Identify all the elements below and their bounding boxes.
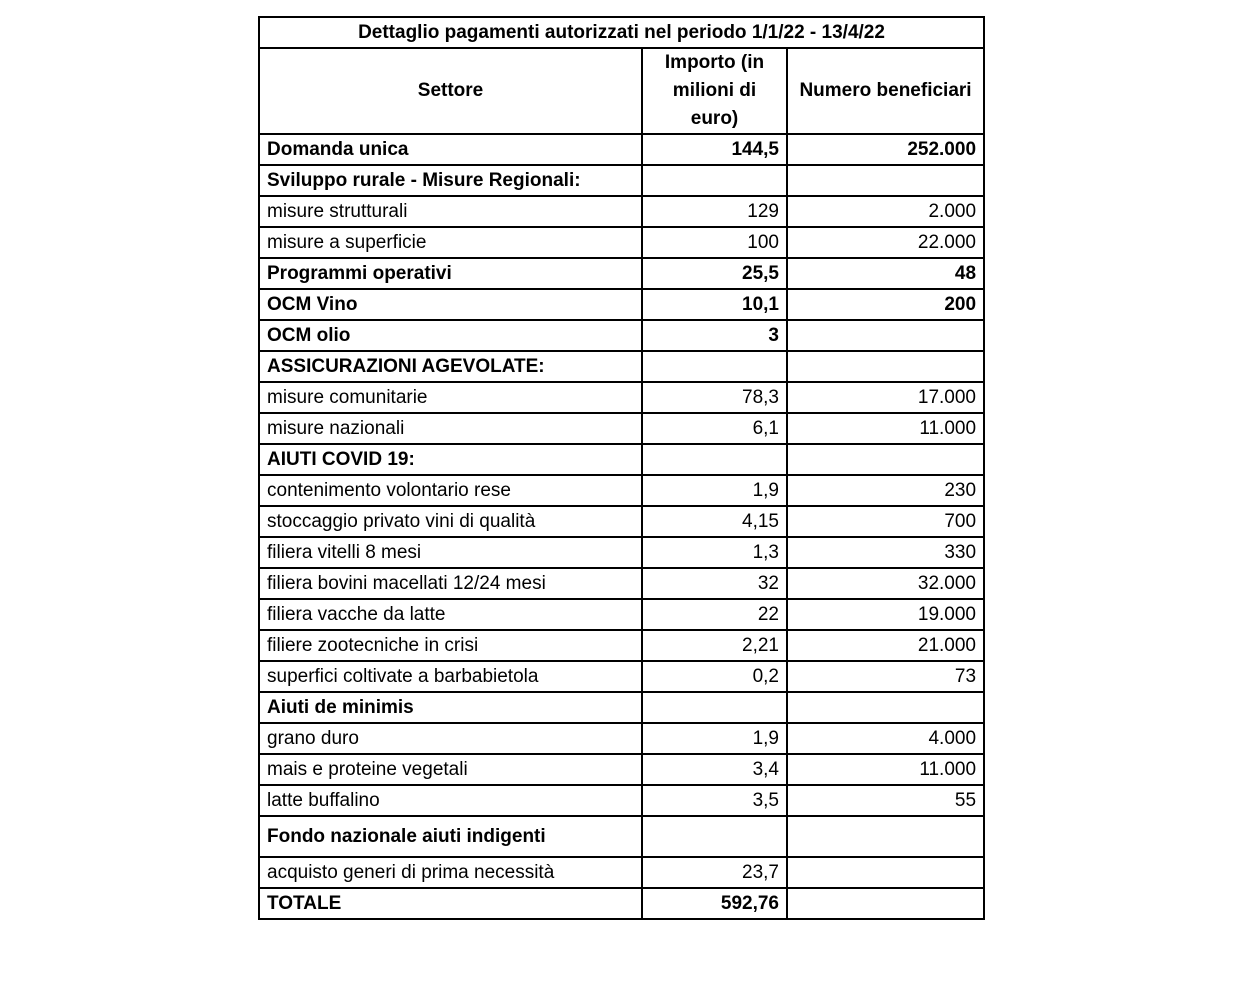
cell-amount: 78,3	[642, 382, 787, 413]
cell-amount: 2,21	[642, 630, 787, 661]
cell-amount: 129	[642, 196, 787, 227]
table-row	[259, 506, 984, 537]
cell-sector: filiere zootecniche in crisi	[259, 630, 642, 661]
cell-amount	[642, 816, 787, 857]
cell-amount: 3,5	[642, 785, 787, 816]
table-row	[259, 134, 984, 165]
cell-amount: 25,5	[642, 258, 787, 289]
cell-sector: OCM Vino	[259, 289, 642, 320]
cell-beneficiaries: 252.000	[787, 134, 984, 165]
cell-beneficiaries	[787, 692, 984, 723]
table-row	[259, 351, 984, 382]
cell-beneficiaries: 17.000	[787, 382, 984, 413]
table-row	[259, 227, 984, 258]
table-row	[259, 165, 984, 196]
table-row	[259, 816, 984, 857]
cell-beneficiaries	[787, 888, 984, 919]
cell-amount: 1,9	[642, 475, 787, 506]
cell-sector: acquisto generi di prima necessità	[259, 857, 642, 888]
cell-beneficiaries: 19.000	[787, 599, 984, 630]
cell-beneficiaries: 700	[787, 506, 984, 537]
cell-sector: ASSICURAZIONI AGEVOLATE:	[259, 351, 642, 382]
cell-beneficiaries	[787, 351, 984, 382]
cell-amount: 4,15	[642, 506, 787, 537]
cell-beneficiaries: 2.000	[787, 196, 984, 227]
cell-sector: stoccaggio privato vini di qualità	[259, 506, 642, 537]
cell-sector: misure strutturali	[259, 196, 642, 227]
cell-beneficiaries: 200	[787, 289, 984, 320]
table-row	[259, 692, 984, 723]
cell-sector: Domanda unica	[259, 134, 642, 165]
cell-beneficiaries: 230	[787, 475, 984, 506]
table-row	[259, 785, 984, 816]
cell-amount: 100	[642, 227, 787, 258]
cell-amount: 1,9	[642, 723, 787, 754]
table-row	[259, 754, 984, 785]
cell-amount	[642, 692, 787, 723]
cell-beneficiaries: 55	[787, 785, 984, 816]
table-row	[259, 382, 984, 413]
cell-sector: filiera vacche da latte	[259, 599, 642, 630]
cell-beneficiaries	[787, 816, 984, 857]
table-row	[259, 599, 984, 630]
cell-beneficiaries	[787, 165, 984, 196]
cell-beneficiaries: 11.000	[787, 754, 984, 785]
cell-sector: contenimento volontario rese	[259, 475, 642, 506]
cell-amount: 144,5	[642, 134, 787, 165]
cell-sector: filiera bovini macellati 12/24 mesi	[259, 568, 642, 599]
cell-amount: 23,7	[642, 857, 787, 888]
cell-sector: TOTALE	[259, 888, 642, 919]
cell-amount: 22	[642, 599, 787, 630]
cell-amount: 592,76	[642, 888, 787, 919]
cell-sector: misure comunitarie	[259, 382, 642, 413]
table-row	[259, 537, 984, 568]
cell-sector: latte buffalino	[259, 785, 642, 816]
cell-amount	[642, 165, 787, 196]
table-row	[259, 630, 984, 661]
cell-beneficiaries	[787, 857, 984, 888]
cell-amount	[642, 351, 787, 382]
header-sector: Settore	[259, 48, 642, 134]
cell-beneficiaries: 48	[787, 258, 984, 289]
cell-sector: Aiuti de minimis	[259, 692, 642, 723]
cell-amount: 3	[642, 320, 787, 351]
table-row	[259, 475, 984, 506]
header-beneficiaries: Numero beneficiari	[787, 48, 984, 134]
table-body	[259, 134, 984, 919]
cell-amount: 1,3	[642, 537, 787, 568]
cell-sector: Programmi operativi	[259, 258, 642, 289]
cell-sector: superfici coltivate a barbabietola	[259, 661, 642, 692]
table-row	[259, 289, 984, 320]
header-amount: Importo (in milioni di euro)	[642, 48, 787, 134]
table-row	[259, 723, 984, 754]
cell-sector: misure nazionali	[259, 413, 642, 444]
cell-sector: AIUTI COVID 19:	[259, 444, 642, 475]
cell-beneficiaries	[787, 320, 984, 351]
cell-beneficiaries: 73	[787, 661, 984, 692]
table-title: Dettaglio pagamenti autorizzati nel periodo 1/1/22 - 13/4/22	[259, 17, 984, 48]
cell-sector: grano duro	[259, 723, 642, 754]
payments-table	[258, 16, 985, 920]
cell-beneficiaries: 22.000	[787, 227, 984, 258]
table-row	[259, 568, 984, 599]
table-row	[259, 444, 984, 475]
cell-sector: Fondo nazionale aiuti indigenti	[259, 816, 642, 857]
table-row	[259, 258, 984, 289]
cell-amount: 10,1	[642, 289, 787, 320]
cell-amount	[642, 444, 787, 475]
table-row	[259, 196, 984, 227]
cell-sector: mais e proteine vegetali	[259, 754, 642, 785]
title-row	[259, 17, 984, 48]
cell-beneficiaries	[787, 444, 984, 475]
table-row	[259, 413, 984, 444]
cell-beneficiaries: 4.000	[787, 723, 984, 754]
cell-beneficiaries: 32.000	[787, 568, 984, 599]
cell-beneficiaries: 330	[787, 537, 984, 568]
cell-amount: 32	[642, 568, 787, 599]
table-row	[259, 320, 984, 351]
cell-amount: 3,4	[642, 754, 787, 785]
cell-amount: 0,2	[642, 661, 787, 692]
table-row	[259, 661, 984, 692]
table-row	[259, 857, 984, 888]
header-row	[259, 48, 984, 134]
cell-sector: OCM olio	[259, 320, 642, 351]
cell-sector: misure a superficie	[259, 227, 642, 258]
cell-amount: 6,1	[642, 413, 787, 444]
cell-sector: filiera vitelli 8 mesi	[259, 537, 642, 568]
cell-beneficiaries: 11.000	[787, 413, 984, 444]
cell-sector: Sviluppo rurale - Misure Regionali:	[259, 165, 642, 196]
cell-beneficiaries: 21.000	[787, 630, 984, 661]
table-row	[259, 888, 984, 919]
